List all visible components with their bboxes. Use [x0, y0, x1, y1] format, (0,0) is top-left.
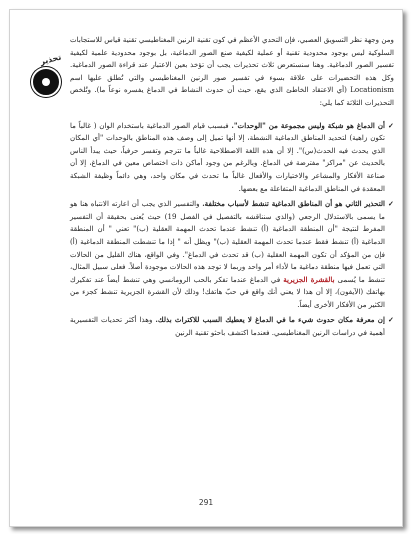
page-number: 291 — [198, 498, 214, 507]
caution-text-part-b: في الدماغ عندما تفكر بالحب الرومانسي وهي تنشط أيضاً عند تفكيرك بهاتفك (الآيفون)، إلا أن هذا لا يعني أنك واقع في حبّ هاتفك! وذلك لأن القشرة الجزيرية تنشط كجزء من الكثير من الأفكار الأخرى أيضاً. — [70, 274, 385, 309]
body-text — [70, 34, 394, 343]
caution-item-2 — [70, 198, 394, 311]
highlighted-term: بالقشرة الجزيرية — [283, 274, 335, 284]
intro-paragraph: ومن وجهة نظر التسويق العصبي، فإن التحدي الأعظم في كون تقنية الرنين المغناطيسي تقنية قياس للاستجابات السلوكية ليس بوجود محدودية تقنية أو عملية لكيفية صنع الصور الدماغية، بل بوجود محدودية علمية لكيفية تفسير الصور الدماغية. وهنا سنستعرض ثلاث تحذيرات يجب أن تؤخذ بعين الاعتبار عند قراءة الصور الدماغية. وكل هذه التحضيرات على علاقة بسوء في تفسير صور الرنين المغناطيسي والتي تُطلق عليها اسم Locationism (أي الاعتقاد الخاطئ الذي يقع، حيث أن حدوث النشاط في الدماغ يفسره نوعاً ما). وتُلخص التحذيرات الثلاثة كما يلي: — [70, 35, 394, 107]
checkmark-icon: ✓ — [388, 199, 394, 209]
document-page — [9, 9, 403, 527]
stamp-label: تحذير — [39, 52, 63, 67]
checkmark-icon: ✓ — [388, 120, 394, 130]
caution-lead: أن الدماغ هو شبكة وليس مجموعة من "الوحدات". — [231, 120, 386, 130]
caution-text: وهذا أكثر تحديات التفسيرية أهمية في دراسات الرنين المغناطيسي. فعندما اكتشف باحثو تقنية الرنين — [70, 315, 385, 338]
caution-item-3 — [70, 314, 394, 339]
caution-item-1 — [70, 120, 394, 196]
caution-lead: التحذير الثاني هو أن المناطق الدماغية تنشط لأسباب مختلفة. — [202, 199, 385, 209]
warning-stamp — [21, 53, 71, 103]
caution-lead: إن معرفة مكان حدوث شيء ما في الدماغ لا يعطيك السبب للاكتراث بذلك. — [155, 315, 385, 325]
eye-icon — [31, 67, 61, 97]
checkmark-icon: ✓ — [388, 315, 394, 325]
caution-text: فبسبب قيام الصور الدماغية باستخدام الوان ( غالباً ما تكون زاهية) لتحديد المناطق الدماغية النشطة، إلا أنها تميل إلى وصف هذه المناطق بالوحدات "أي المكان الذي يحدث فيه الحدث(س)". إلا أن هذه اللغة الاصطلاحية غالباً ما تترجم وتفسر حرفياً، حيث يبدأ الناس بالحديث عن "مراكز" مفترضة في الدماغ. وبالرغم من وجود أماكن ذات اختصاص معين في الدماغ، إلا أن صناعة الأفكار والمشاعر والاختيارات والأفعال غالباً ما تحدث في مكان واحد، وهي دائماً وظيفة الشبكة المعقدة في المناطق الدماغية المتفاعلة مع بعضها. — [70, 120, 385, 193]
eye-pupil — [42, 78, 50, 86]
caution-text-part-a: والتفسير الذي يجب أن اعارته الانتباه هنا هو ما يسمى بالاستدلال الرجعي (والذي سنناقشه بالتفصيل في الفصل 19) حيث يُعنى بحقيقة أن التفسير المفرط لنتيجة "أن المنطقة الدماغية (أ) تنشط عندما تحدث المهمة العقلية (ب)" تعني " أن المنطقة الدماغية (أ) تنشط فقط عندما تحدث المهمة العقلية (ب)" ويظل أنه " إذا ما تنشطت المنطقة الدماغية (أ) فإن من المؤكد أن تكون المهمة العقلية (ب) قد تحدث في الدماغ". وفي الواقع، هناك القليل من الحالات التي تعمل فيها منطقة دماغية ما لأداء أمر واحد وربما لا توجد هذه الحالات موجودة أصلاً. فعلى سبيل المثال، تنشط ما يُسمى — [70, 199, 385, 284]
